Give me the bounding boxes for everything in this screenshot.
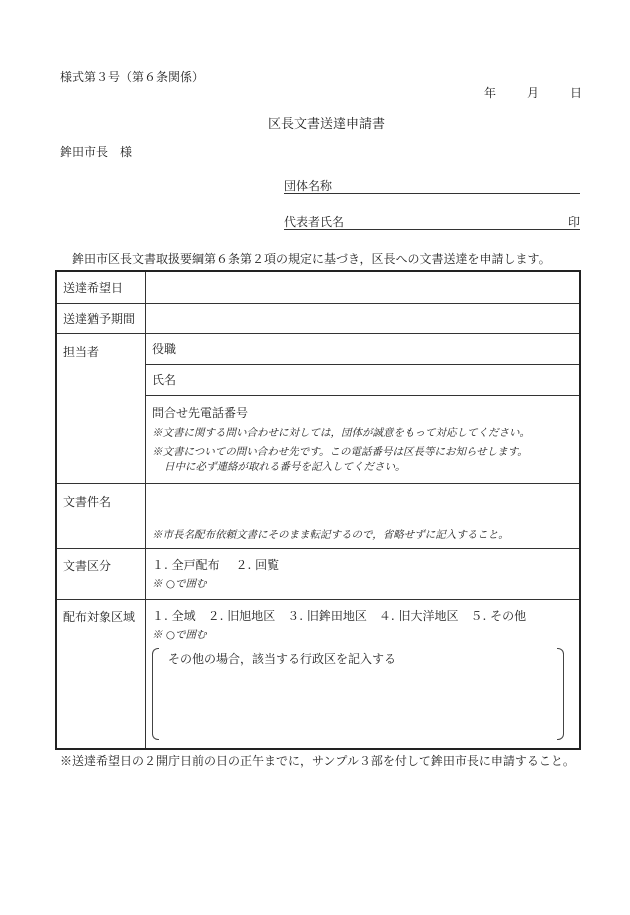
row-doc-type — [56, 548, 580, 599]
row-area — [56, 599, 580, 749]
doc-type-options: １. 全戸配布 ２. 回覧 — [152, 557, 280, 572]
name-label: 氏名 — [152, 372, 177, 387]
org-name-label: 団体名称 — [284, 179, 333, 193]
seal-mark: 印 — [567, 215, 580, 229]
intro-text: 鉾田市区長文書取扱要綱第６条第２項の規定に基づき，区長への文書送達を申請します。 — [72, 252, 551, 266]
area-note: ※ ○で囲む — [152, 628, 207, 641]
area-options: １. 全域 ２. 旧旭地区 ３. 旧鉾田地区 ４. 旧大洋地区 ５. その他 — [152, 608, 527, 623]
name-field[interactable] — [146, 365, 579, 396]
doc-title-note: ※市長名配布依頼文書にそのまま転記するので，省略せずに記入すること。 — [152, 528, 509, 541]
rep-name-label: 代表者氏名 — [284, 215, 345, 229]
position-label: 役職 — [152, 341, 177, 356]
footer-note: ※送達希望日の２開庁日前の日の正午までに，サンプル３部を付して鉾田市長に申請すること。 — [60, 754, 575, 768]
area-other-box[interactable] — [152, 648, 564, 740]
addressee: 鉾田市長 様 — [60, 145, 133, 159]
doc-type-label: 文書区分 — [56, 548, 146, 599]
row-delivery-date — [56, 271, 580, 303]
row-contact — [56, 333, 580, 483]
rep-name-field[interactable] — [284, 213, 580, 230]
phone-note-2a: ※文書についての問い合わせ先です。この電話番号は区長等にお知らせします。 — [152, 445, 528, 458]
doc-type-note: ※ ○で囲む — [152, 577, 207, 590]
phone-field[interactable] — [146, 396, 579, 483]
date-year: 年 — [484, 86, 497, 100]
row-doc-title — [56, 483, 580, 548]
grace-period-label: 送達猶予期間 — [56, 303, 146, 333]
left-bracket — [152, 648, 159, 740]
org-name-field[interactable] — [284, 177, 580, 194]
area-label: 配布対象区域 — [56, 599, 146, 749]
doc-title-field[interactable] — [146, 483, 581, 548]
application-table — [55, 270, 581, 750]
right-bracket — [557, 648, 564, 740]
area-other-instruction: その他の場合，該当する行政区を記入する — [168, 651, 397, 666]
row-grace-period — [56, 303, 580, 333]
area-field[interactable] — [146, 599, 581, 749]
phone-label: 問合せ先電話番号 — [152, 405, 249, 420]
position-field[interactable] — [146, 334, 579, 365]
doc-title-label: 文書件名 — [56, 483, 146, 548]
contact-label: 担当者 — [56, 333, 146, 483]
date-day: 日 — [570, 86, 583, 100]
delivery-date-field[interactable] — [146, 271, 581, 303]
grace-period-field[interactable] — [146, 303, 581, 333]
phone-note-1: ※文書に関する問い合わせに対しては，団体が誠意をもって対応してください。 — [152, 426, 530, 439]
contact-cell — [146, 333, 581, 483]
doc-type-field[interactable] — [146, 548, 581, 599]
delivery-date-label: 送達希望日 — [56, 271, 146, 303]
date-month: 月 — [527, 86, 540, 100]
phone-note-2b: 日中に必ず連絡が取れる番号を記入してください。 — [164, 460, 406, 473]
document-title: 区長文書送達申請書 — [268, 117, 386, 132]
form-number: 様式第３号（第６条関係） — [60, 70, 205, 84]
